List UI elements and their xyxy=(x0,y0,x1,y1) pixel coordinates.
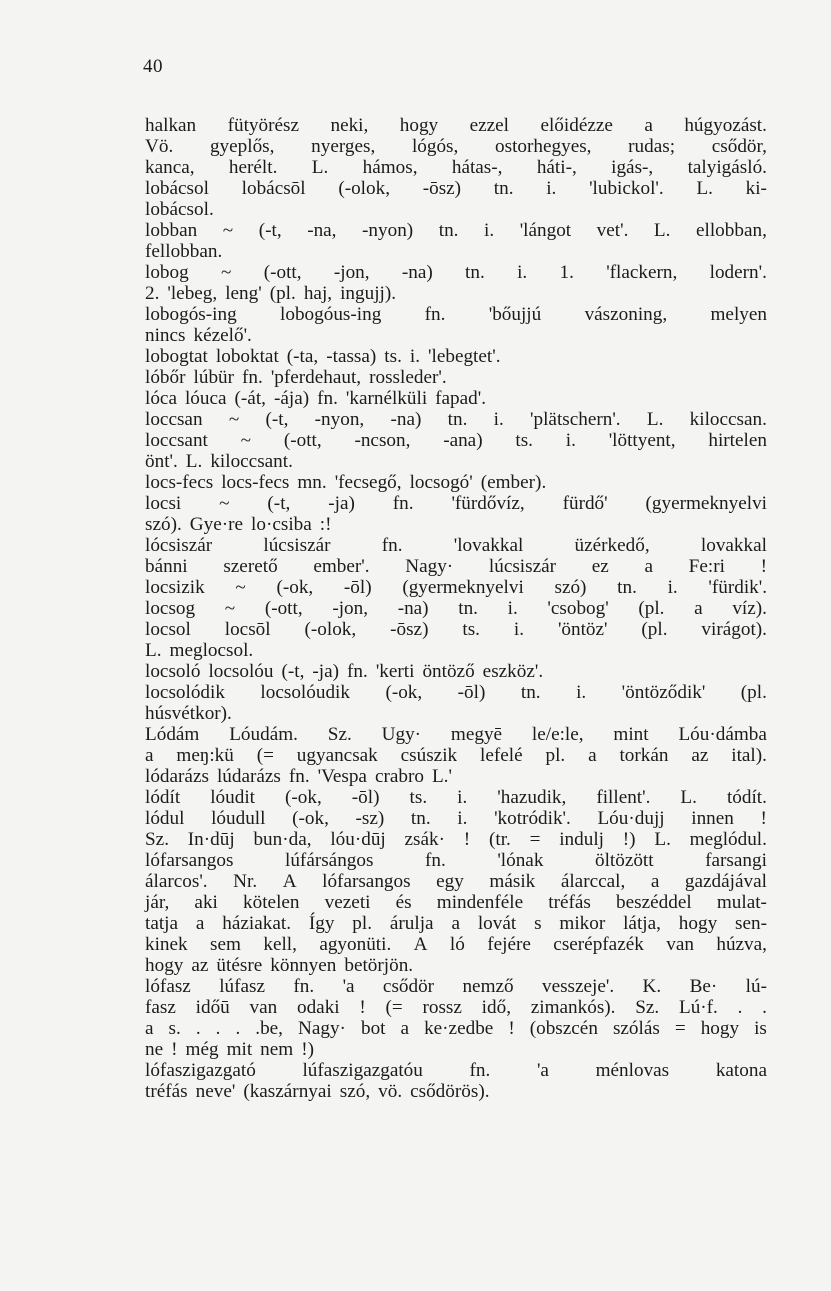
text-line: lóca lóuca (-át, -ája) fn. 'karnélküli fapad'. xyxy=(145,388,487,409)
text-line: lobácsol. xyxy=(145,199,214,220)
text-line: locsi ~ (-t, -ja) fn. 'fürdővíz, fürdő' (gyermeknyelvi xyxy=(145,493,767,514)
text-line: tréfás neve' (kaszárnyai szó, vö. csődörös). xyxy=(145,1081,490,1102)
text-line: lobog ~ (-ott, -jon, -na) tn. i. 1. 'flackern, lodern'. xyxy=(145,262,767,283)
text-line: bánni szerető ember'. Nagy· lúcsiszár ez a Fe:ri ! xyxy=(145,556,767,577)
text-line: locsog ~ (-ott, -jon, -na) tn. i. 'csobog' (pl. a víz). xyxy=(145,598,767,619)
text-line: kinek sem kell, agyonüti. A ló fejére cserépfazék van húzva, xyxy=(145,934,767,955)
text-line: halkan fütyörész neki, hogy ezzel előidézze a húgyozást. xyxy=(145,115,767,136)
text-line: lobogós-ing lobogóus-ing fn. 'bőujjú vászoning, melyen xyxy=(145,304,767,325)
text-line: lófarsangos lúfársángos fn. 'lónak öltözött farsangi xyxy=(145,850,767,871)
text-line: locsol locsōl (-olok, -ōsz) ts. i. 'öntöz' (pl. virágot). xyxy=(145,619,767,640)
text-line: loccsan ~ (-t, -nyon, -na) tn. i. 'plätschern'. L. kiloccsan. xyxy=(145,409,767,430)
text-line: hogy az ütésre könnyen betörjön. xyxy=(145,955,414,976)
text-line: loccsant ~ (-ott, -ncson, -ana) ts. i. 'löttyent, hirtelen xyxy=(145,430,767,451)
text-line: lódarázs lúdarázs fn. 'Vespa crabro L.' xyxy=(145,766,452,787)
text-line: a meŋ:kü (= ugyancsak csúszik lefelé pl. a torkán az ital). xyxy=(145,745,767,766)
text-line: locsizik ~ (-ok, -ōl) (gyermeknyelvi szó) tn. i. 'fürdik'. xyxy=(145,577,767,598)
text-line: húsvétkor). xyxy=(145,703,232,724)
text-line: Lódám Lóudám. Sz. Ugy· megyē le/e:le, mint Lóu·dámba xyxy=(145,724,767,745)
text-line: álarcos'. Nr. A lófarsangos egy másik álarccal, a gazdájával xyxy=(145,871,767,892)
text-line: lóbőr lúbür fn. 'pferdehaut, rossleder'. xyxy=(145,367,447,388)
text-line: jár, aki kötelen vezeti és mindenféle tréfás beszéddel mulat- xyxy=(145,892,767,913)
text-line: locsolódik locsolóudik (-ok, -ōl) tn. i. 'öntöződik' (pl. xyxy=(145,682,767,703)
text-line: lobogtat loboktat (-ta, -tassa) ts. i. 'lebegtet'. xyxy=(145,346,501,367)
text-line: a s. . . . .be, Nagy· bot a ke·zedbe ! (obszcén szólás = hogy is xyxy=(145,1018,767,1039)
text-line: lobácsol lobácsōl (-olok, -ōsz) tn. i. 'lubickol'. L. ki- xyxy=(145,178,767,199)
text-line: fellobban. xyxy=(145,241,223,262)
text-line: lobban ~ (-t, -na, -nyon) tn. i. 'lángot vet'. L. ellobban, xyxy=(145,220,767,241)
text-line: lódít lóudit (-ok, -ōl) ts. i. 'hazudik, fillent'. L. tódít. xyxy=(145,787,767,808)
dictionary-text xyxy=(145,115,767,1102)
text-line: lódul lóudull (-ok, -sz) tn. i. 'kotródik'. Lóu·dujj innen ! xyxy=(145,808,767,829)
text-line: L. meglocsol. xyxy=(145,640,254,661)
text-line: önt'. L. kiloccsant. xyxy=(145,451,293,472)
text-line: locsoló locsolóu (-t, -ja) fn. 'kerti öntöző eszköz'. xyxy=(145,661,544,682)
text-line: locs-fecs locs-fecs mn. 'fecsegő, locsogó' (ember). xyxy=(145,472,547,493)
text-line: kanca, herélt. L. hámos, hátas-, háti-, igás-, talyigásló. xyxy=(145,157,767,178)
text-line: Sz. In·dūj bun·da, lóu·dūj zsák· ! (tr. = indulj !) L. meglódul. xyxy=(145,829,767,850)
text-line: lófasz lúfasz fn. 'a csődör nemző vesszeje'. K. Be· lú- xyxy=(145,976,767,997)
text-line: ne ! még mit nem !) xyxy=(145,1039,314,1060)
text-line: 2. 'lebeg, leng' (pl. haj, ingujj). xyxy=(145,283,397,304)
text-line: tatja a háziakat. Így pl. árulja a lovát s mikor látja, hogy sen- xyxy=(145,913,767,934)
text-line: fasz időū van odaki ! (= rossz idő, zimankós). Sz. Lú·f. . . xyxy=(145,997,767,1018)
text-line: nincs kézelő'. xyxy=(145,325,252,346)
text-line: lófaszigazgató lúfaszigazgatóu fn. 'a ménlovas katona xyxy=(145,1060,767,1081)
text-line: Vö. gyeplős, nyerges, lógós, ostorhegyes, rudas; csődör, xyxy=(145,136,767,157)
text-line: lócsiszár lúcsiszár fn. 'lovakkal üzérkedő, lovakkal xyxy=(145,535,767,556)
page-number: 40 xyxy=(143,56,163,77)
text-line: szó). Gye·re lo·csiba :! xyxy=(145,514,332,535)
